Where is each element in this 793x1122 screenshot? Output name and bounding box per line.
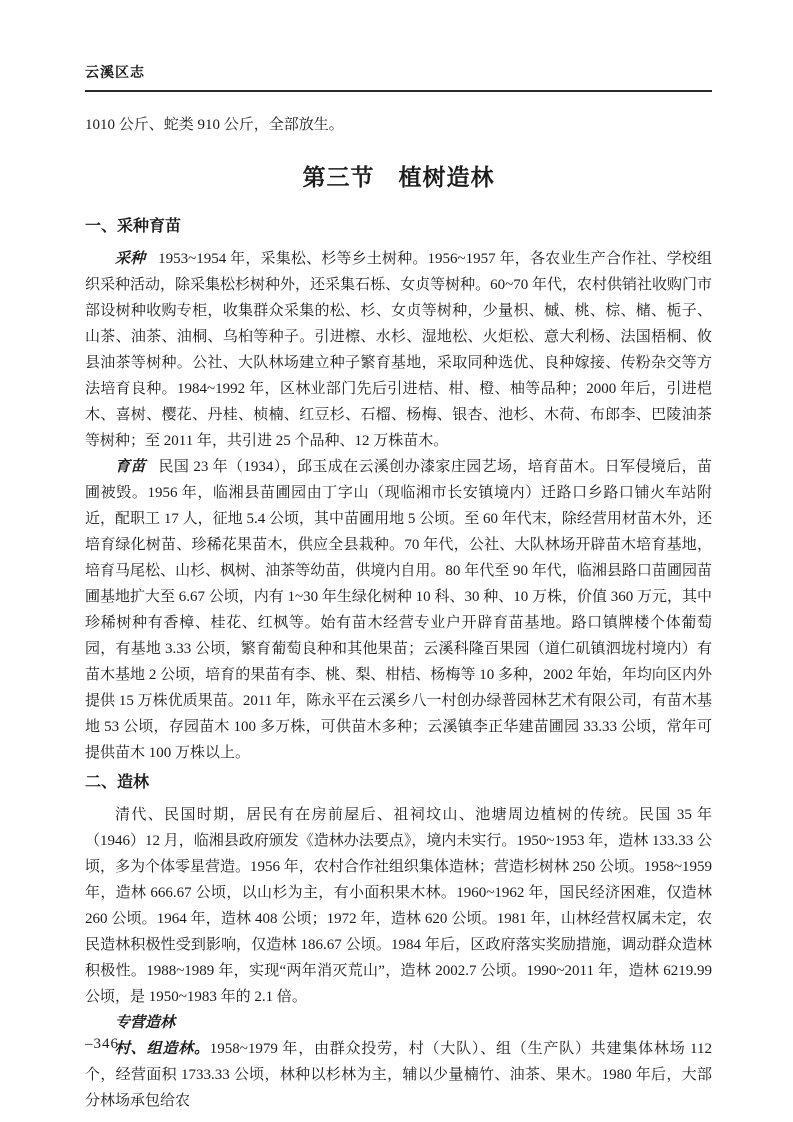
paragraph-lead-village-group: 村、组造林。 <box>115 1041 210 1057</box>
paragraph-text-seedling-nursery: 民国 23 年（1934），邱玉成在云溪创办漆家庄园艺场，培育苗木。日军侵境后，苗圃被毁。1956 年，临湘县苗圃园由丁字山（现临湘市长安镇境内）迁路口乡路口铺火车站附近，配职工 17 人，征地 5.4 公顷，其中苗圃用地 5 公顷。至 60 年代末，除经营用材苗木外，还培育绿化树苗、珍稀花果苗木，供应全县栽种。70 年代，公社、大队林场开辟苗木培育基地，培育马尾松、山杉、枫树、油茶等幼苗，供境内自用。80 年代至 90 年代，临湘县路口苗圃园苗圃基地扩大至 6.67 公顷，内有 1~30 年生绿化树种 10 科、30 种、10 万株，价值 360 万元，其中珍稀树种有香樟、桂花、红枫等。始有苗木经营专业户开辟育苗基地。路口镇牌楼个体葡萄园，有基地 3.33 公顷，繁育葡萄良种和其他果苗；云溪科隆百果园（道仁矶镇泗垅村境内）有苗木基地 2 公顷，培育的果苗有李、桃、梨、柑桔、杨梅等 10 多种，2002 年始，年均向区内外提供 15 万株优质果苗。2011 年，陈永平在云溪乡八一村创办绿普园林艺术有限公司，有苗木基地 53 公顷，存园苗木 100 多万株，可供苗木多种；云溪镇李正华建苗圃园 33.33 公顷，常年可提供苗木 100 万株以上。 <box>85 459 712 761</box>
paragraph-seed-collection <box>85 246 712 454</box>
page-number: –346– <box>85 1036 128 1052</box>
paragraph-afforestation-history <box>85 802 712 1010</box>
section-title: 第三节 植树造林 <box>302 164 495 190</box>
subheading-dedicated-afforestation: 专营造林 <box>115 1015 176 1031</box>
subsection-heading-seed-nursery: 一、采种育苗 <box>85 218 182 235</box>
subsection-heading-afforestation: 二、造林 <box>85 774 150 791</box>
paragraph-text-seed-collection: 1953~1954 年，采集松、杉等乡土树种。1956~1957 年，各农业生产合作社、学校组织采种活动，除采集松杉树种外，还采集石栎、女贞等树种。60~70 年代，农村供销社收购门市部设树种收购专柜，收集群众采集的松、杉、女贞等树种，少量枳、槭、桃、棕、槠、栀子、山茶、油茶、油桐、乌桕等种子。引进檫、水杉、湿地松、火炬松、意大利杨、法国梧桐、攸县油茶等树种。公社、大队林场建立种子繁育基地，采取同种选优、良种嫁接、传粉杂交等方法培育良种。1984~1992 年，区林业部门先后引进桔、柑、橙、柚等品种；2000 年后，引进桤木、喜树、樱花、丹桂、桢楠、红豆杉、石榴、杨梅、银杏、池杉、木荷、布郎李、巴陵油茶等树种；至 2011 年，共引进 25 个品种、12 万株苗木。 <box>85 251 712 449</box>
paragraph-lead-seedling-nursery: 育苗 <box>115 459 146 475</box>
leading-paragraph: 1010 公斤、蛇类 910 公斤，全部放生。 <box>85 117 344 133</box>
paragraph-village-group-afforestation <box>85 1036 712 1114</box>
paragraph-text-village-group: 1958~1979 年，由群众投劳，村（大队）、组（生产队）共建集体林场 112 个，经营面积 1733.33 公顷，林种以杉林为主，辅以少量楠竹、油茶、果木。1980 年后，大部分林场承包给农 <box>85 1041 712 1109</box>
paragraph-seedling-nursery <box>85 454 712 766</box>
running-header: 云溪区志 <box>85 64 712 92</box>
paragraph-text-afforestation-history: 清代、民国时期，居民有在房前屋后、祖祠坟山、池塘周边植树的传统。民国 35 年（1946）12 月，临湘县政府颁发《造林办法要点》，境内未实行。1950~1953 年，造林 133.33 公顷，多为个体零星营造。1956 年，农村合作社组织集体造林；营造杉树林 250 公顷。1958~1959 年，造林 666.67 公顷，以山杉为主，有小面积果木林。1960~1962 年，国民经济困难，仅造林 260 公顷。1964 年，造林 408 公顷；1972 年，造林 620 公顷。1981 年，山林经营权属未定，农民造林积极性受到影响，仅造林 186.67 公顷。1984 年后，区政府落实奖励措施，调动群众造林积极性。1988~1989 年，实现“两年消灭荒山”，造林 2002.7 公顷。1990~2011 年，造林 6219.99 公顷，是 1950~1983 年的 2.1 倍。 <box>85 807 712 1005</box>
paragraph-lead-seed-collection: 采种 <box>115 251 146 267</box>
